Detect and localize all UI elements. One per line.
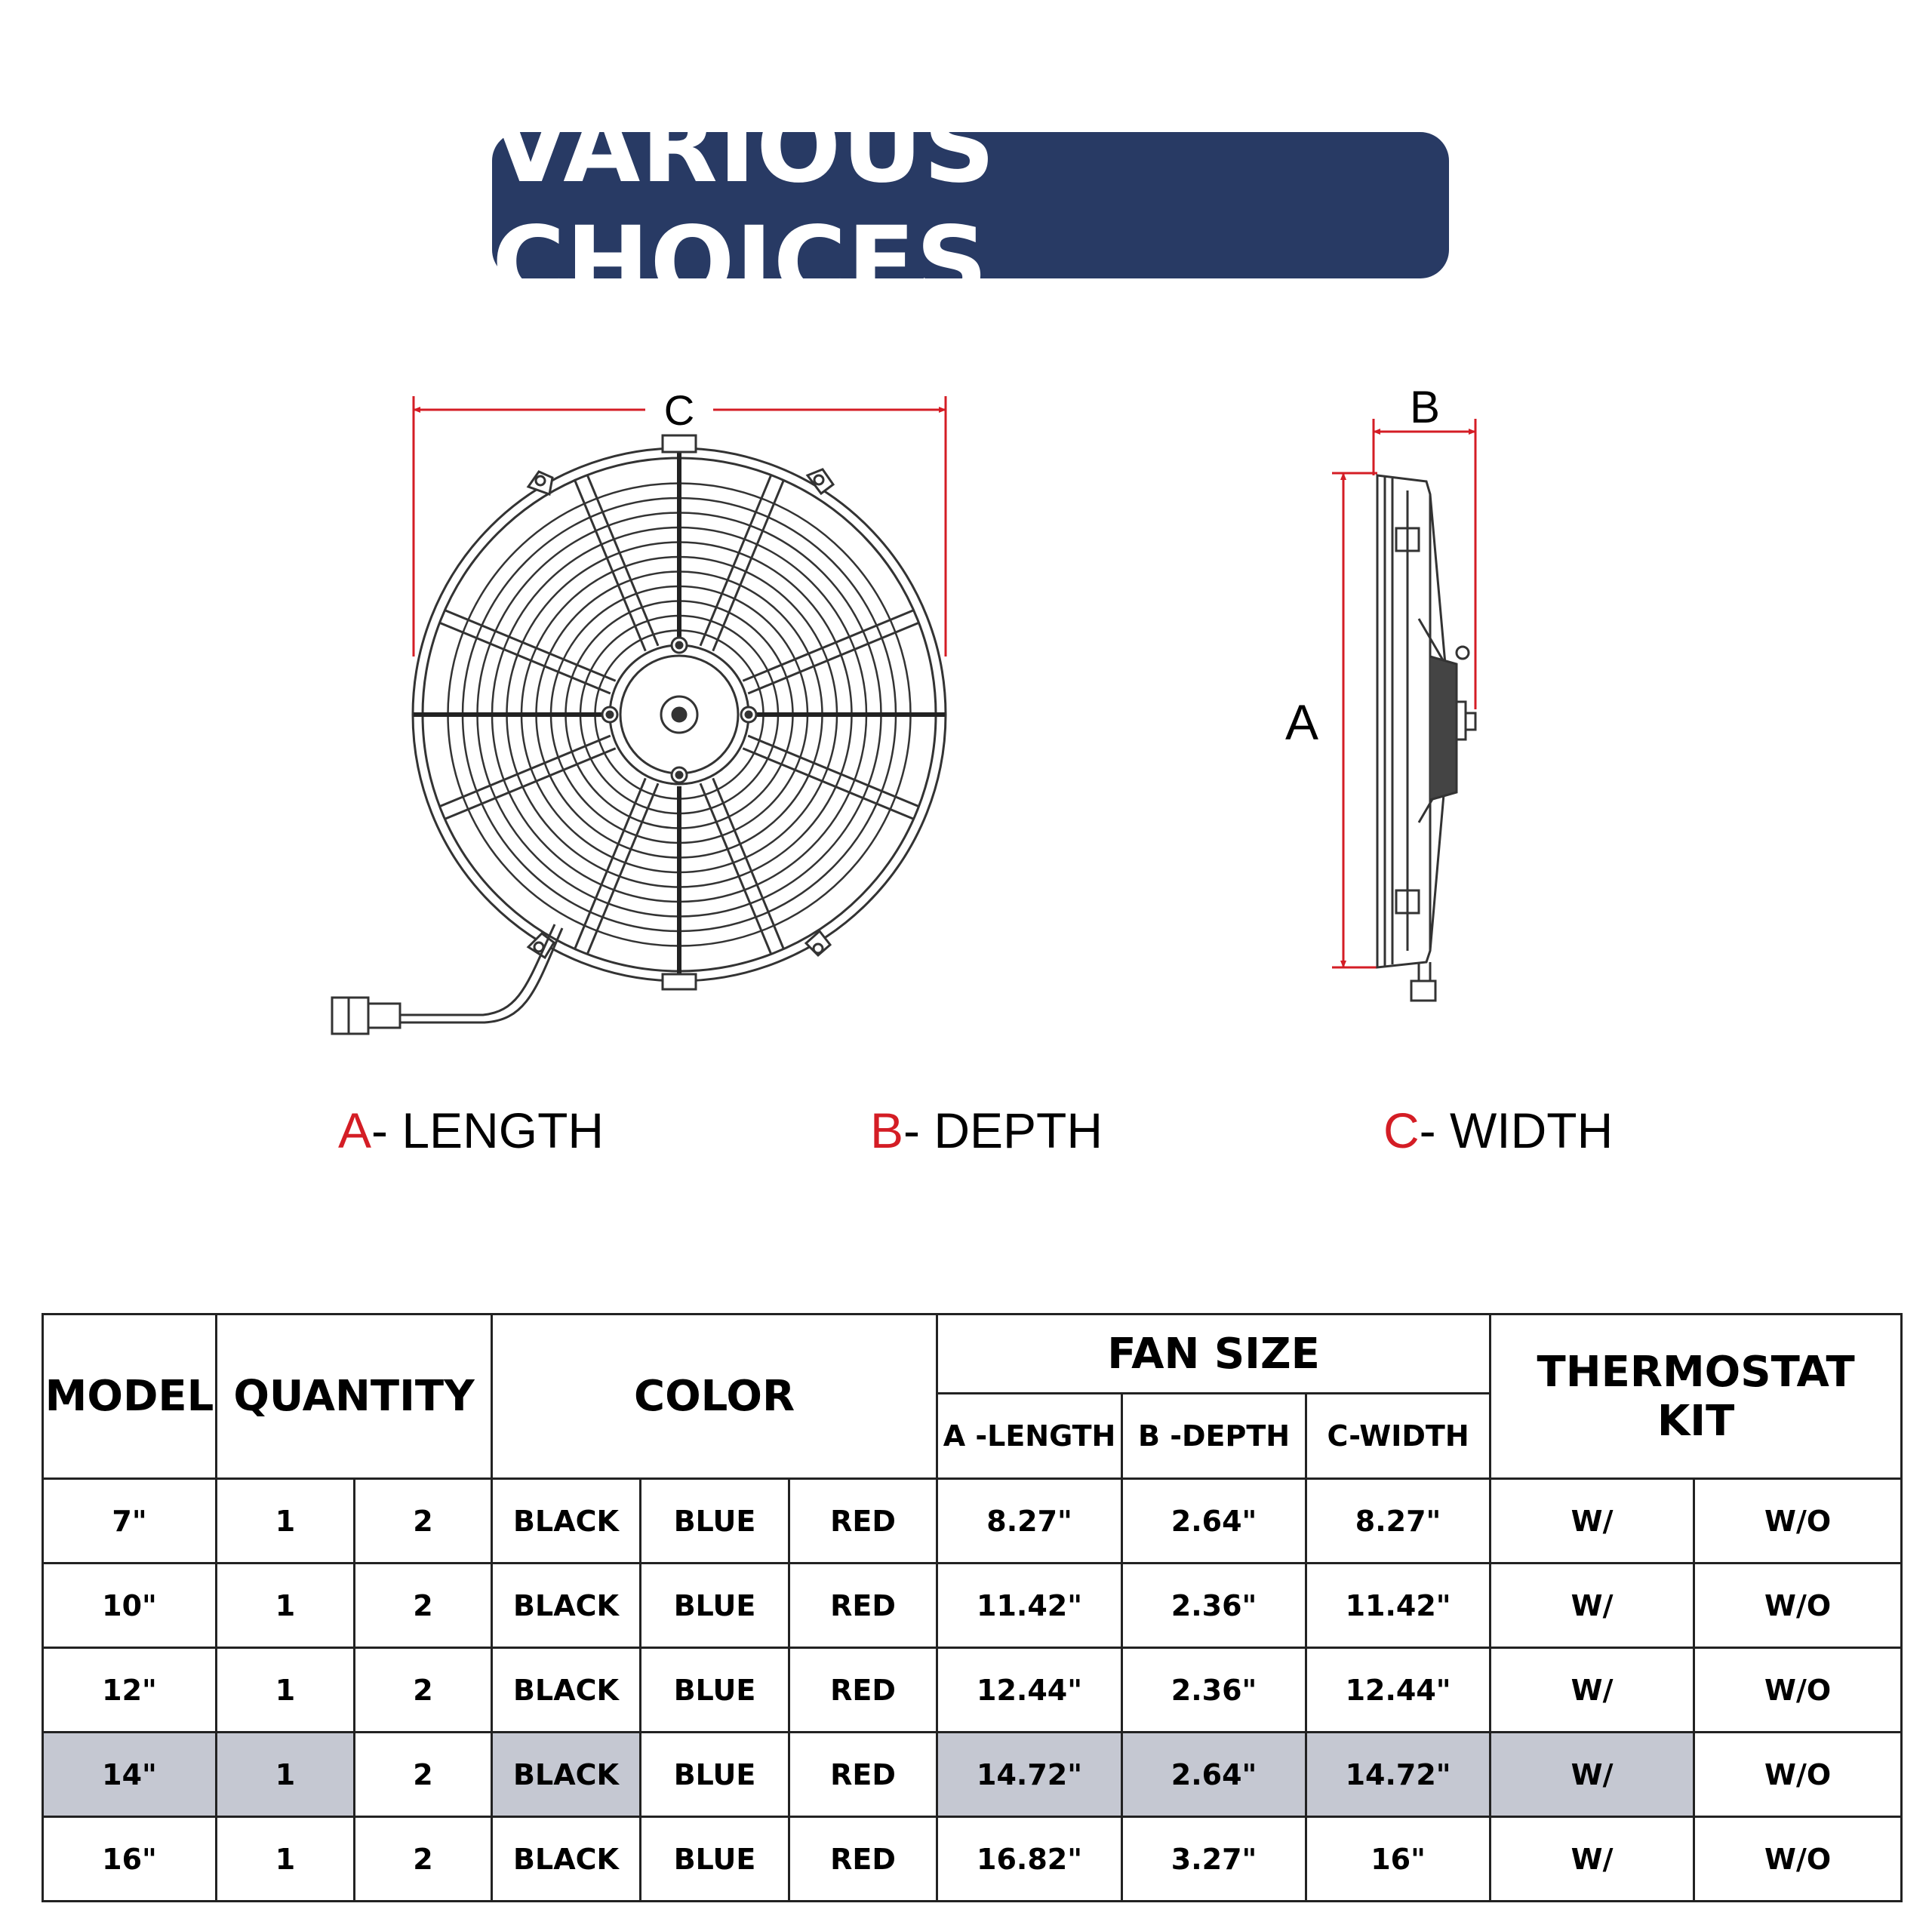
cell-color-red: RED — [789, 1564, 937, 1648]
cell-quantity-1: 1 — [217, 1564, 355, 1648]
cell-color-blue: BLUE — [641, 1817, 789, 1902]
cell-a-length: 11.42" — [937, 1564, 1122, 1648]
cell-b-depth: 2.36" — [1122, 1564, 1306, 1648]
header-model: MODEL — [43, 1314, 217, 1479]
cell-color-blue: BLUE — [641, 1564, 789, 1648]
cell-model: 12" — [43, 1648, 217, 1733]
cell-model: 14" — [43, 1733, 217, 1817]
table-row — [43, 1564, 1902, 1648]
label-a: A — [1284, 694, 1319, 750]
cell-color-red: RED — [789, 1479, 937, 1564]
legend-length — [338, 1102, 604, 1159]
cell-quantity-2: 2 — [355, 1648, 492, 1733]
cell-c-width: 14.72" — [1306, 1733, 1491, 1817]
cell-model: 10" — [43, 1564, 217, 1648]
cell-quantity-2: 2 — [355, 1564, 492, 1648]
cell-quantity-2: 2 — [355, 1817, 492, 1902]
cell-color-red: RED — [789, 1733, 937, 1817]
legend-letter-a: A — [338, 1102, 372, 1158]
legend-text-width: - WIDTH — [1419, 1102, 1614, 1158]
header-color: COLOR — [492, 1314, 937, 1479]
cell-a-length: 16.82" — [937, 1817, 1122, 1902]
cell-thermostat-with: W/ — [1491, 1479, 1694, 1564]
legend-text-length: - LENGTH — [371, 1102, 605, 1158]
cell-b-depth: 2.64" — [1122, 1479, 1306, 1564]
table-row — [43, 1817, 1902, 1902]
cell-c-width: 16" — [1306, 1817, 1491, 1902]
cell-thermostat-with: W/ — [1491, 1564, 1694, 1648]
cell-color-black: BLACK — [492, 1564, 641, 1648]
page-title: VARIOUS CHOICES — [492, 89, 996, 321]
cell-quantity-1: 1 — [217, 1648, 355, 1733]
fan-front-view — [332, 386, 946, 1034]
cell-color-blue: BLUE — [641, 1479, 789, 1564]
fan-shroud — [413, 448, 946, 981]
cell-thermostat-without: W/O — [1694, 1564, 1902, 1648]
cell-quantity-1: 1 — [217, 1733, 355, 1817]
header-c-width: C-WIDTH — [1306, 1394, 1491, 1479]
header-a-length: A -LENGTH — [937, 1394, 1122, 1479]
cell-b-depth: 3.27" — [1122, 1817, 1306, 1902]
legend-text-depth: - DEPTH — [903, 1102, 1103, 1158]
cell-color-red: RED — [789, 1648, 937, 1733]
legend-depth — [870, 1102, 1103, 1159]
header-fan-size: FAN SIZE — [937, 1314, 1491, 1394]
cell-color-red: RED — [789, 1817, 937, 1902]
cell-c-width: 12.44" — [1306, 1648, 1491, 1733]
cell-quantity-2: 2 — [355, 1733, 492, 1817]
cell-quantity-1: 1 — [217, 1479, 355, 1564]
table-row — [43, 1733, 1902, 1817]
cell-thermostat-without: W/O — [1694, 1648, 1902, 1733]
cell-color-black: BLACK — [492, 1648, 641, 1733]
cell-thermostat-with: W/ — [1491, 1817, 1694, 1902]
cell-c-width: 8.27" — [1306, 1479, 1491, 1564]
header-quantity: QUANTITY — [217, 1314, 492, 1479]
cell-color-black: BLACK — [492, 1733, 641, 1817]
motor-shaft — [672, 708, 686, 721]
cell-quantity-1: 1 — [217, 1817, 355, 1902]
cell-color-black: BLACK — [492, 1479, 641, 1564]
cell-thermostat-with: W/ — [1491, 1648, 1694, 1733]
table-row — [43, 1479, 1902, 1564]
cell-thermostat-with: W/ — [1491, 1733, 1694, 1817]
wire-connector — [332, 924, 562, 1034]
cell-model: 7" — [43, 1479, 217, 1564]
legend-letter-b: B — [870, 1102, 904, 1158]
legend-letter-c: C — [1383, 1102, 1420, 1158]
cell-model: 16" — [43, 1817, 217, 1902]
header-thermostat-kit: THERMOSTAT KIT — [1491, 1314, 1902, 1479]
header-b-depth: B -DEPTH — [1122, 1394, 1306, 1479]
cell-color-black: BLACK — [492, 1817, 641, 1902]
cell-thermostat-without: W/O — [1694, 1817, 1902, 1902]
cell-quantity-2: 2 — [355, 1479, 492, 1564]
cell-color-blue: BLUE — [641, 1733, 789, 1817]
cell-thermostat-without: W/O — [1694, 1733, 1902, 1817]
cell-color-blue: BLUE — [641, 1648, 789, 1733]
cell-b-depth: 2.36" — [1122, 1648, 1306, 1733]
cell-b-depth: 2.64" — [1122, 1733, 1306, 1817]
fan-side-view — [1285, 382, 1475, 1001]
cell-a-length: 8.27" — [937, 1479, 1122, 1564]
cell-c-width: 11.42" — [1306, 1564, 1491, 1648]
hub-bolt-center — [676, 642, 682, 648]
hub-bolt-center — [676, 772, 682, 778]
hub-bolt-center — [746, 712, 752, 718]
cell-a-length: 14.72" — [937, 1733, 1122, 1817]
table-row — [43, 1648, 1902, 1733]
legend-width — [1383, 1102, 1613, 1159]
spec-table — [42, 1313, 1903, 1902]
label-c: C — [663, 386, 695, 434]
fan-side-body — [1377, 475, 1475, 1001]
cell-thermostat-without: W/O — [1694, 1479, 1902, 1564]
cell-a-length: 12.44" — [937, 1648, 1122, 1733]
label-b: B — [1409, 382, 1441, 432]
table-header-row — [43, 1314, 1902, 1394]
hub-bolt-center — [607, 712, 613, 718]
